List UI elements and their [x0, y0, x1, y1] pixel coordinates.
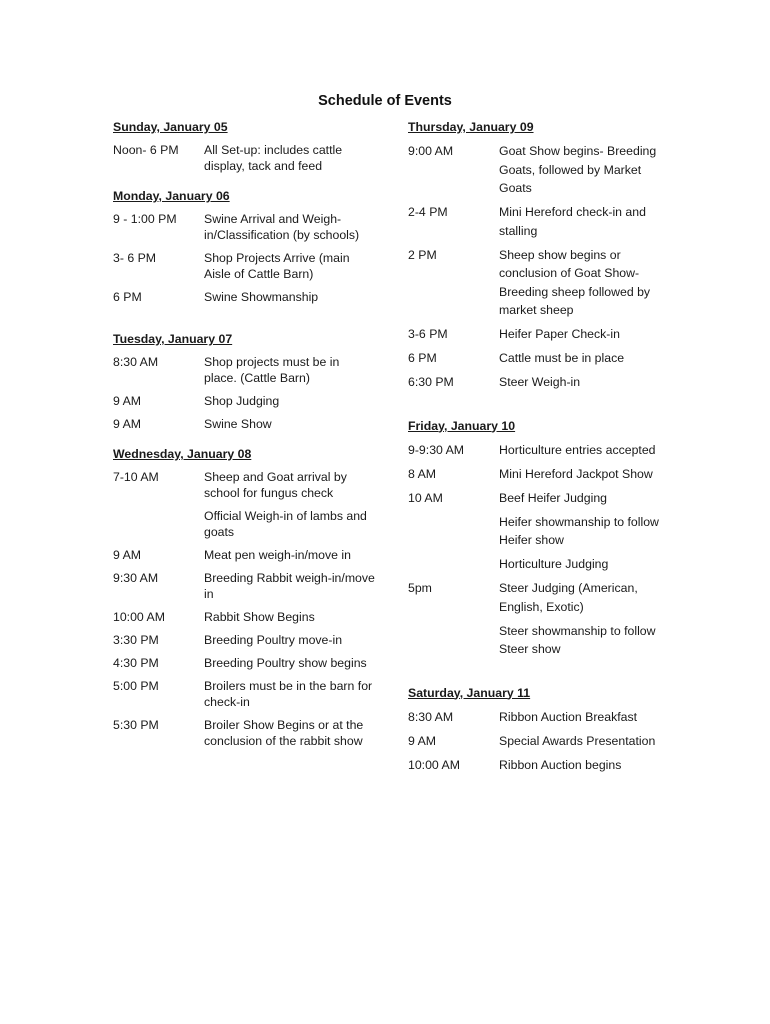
event-time: 6:30 PM: [408, 375, 454, 389]
event-time: 8:30 AM: [408, 709, 454, 724]
event-row: [408, 325, 670, 344]
day-heading: Tuesday, January 07: [113, 332, 233, 346]
event-time: 9 - 1:00 PM: [113, 212, 177, 226]
event-row: [408, 489, 670, 508]
event-row: [113, 547, 375, 563]
event-activity: Breeding Poultry show begins: [204, 656, 367, 670]
event-time: 2 PM: [408, 247, 437, 262]
event-time: 9 AM: [113, 417, 142, 431]
event-activity: Ribbon Auction Breakfast: [499, 709, 638, 724]
event-time: 3:30 PM: [113, 633, 159, 647]
event-activity: Shop projects must be in place. (Cattle Barn): [204, 355, 340, 385]
day-heading: Sunday, January 05: [113, 120, 228, 134]
event-time: 6 PM: [408, 351, 437, 365]
event-activity: Breeding Poultry move-in: [204, 633, 343, 647]
event-row: [113, 717, 375, 749]
event-time: 10 AM: [408, 490, 443, 505]
event-activity: Ribbon Auction begins: [499, 757, 622, 772]
event-row: [113, 250, 375, 282]
event-time: 9:00 AM: [408, 144, 454, 158]
event-time: 5:30 PM: [113, 718, 159, 732]
event-activity: Heifer showmanship to follow Heifer show: [499, 514, 659, 547]
event-row: [408, 708, 670, 727]
event-activity: Broilers must be in the barn for check-in: [204, 679, 373, 709]
event-row: [113, 289, 375, 305]
event-time: 9 AM: [113, 548, 142, 562]
event-activity: Beef Heifer Judging: [499, 490, 608, 505]
day-block: [408, 685, 670, 775]
event-activity: Sheep show begins or conclusion of Goat Show- Breeding sheep followed by market sheep: [499, 247, 651, 317]
event-activity: Rabbit Show Begins: [204, 610, 315, 624]
event-activity: Mini Hereford check-in and stalling: [499, 205, 646, 238]
event-time: 9-9:30 AM: [408, 442, 465, 457]
day-heading: Wednesday, January 08: [113, 447, 252, 461]
event-row: [408, 246, 670, 320]
event-row: [113, 393, 375, 409]
event-row: [408, 579, 670, 616]
event-row: [408, 756, 670, 775]
event-time: 10:00 AM: [113, 610, 165, 624]
event-activity: Meat pen weigh-in/move in: [204, 548, 351, 562]
day-block: [113, 188, 375, 305]
day-block: [113, 446, 375, 749]
event-time: 9 AM: [408, 733, 437, 748]
event-activity: Steer Weigh-in: [499, 375, 581, 389]
event-row: [113, 655, 375, 671]
event-row: [408, 441, 670, 460]
day-block: [113, 119, 375, 174]
event-row: [113, 678, 375, 710]
event-time: 7-10 AM: [113, 470, 159, 484]
event-activity: Horticulture Judging: [499, 557, 609, 571]
right-column: [408, 119, 670, 780]
event-activity: Swine Arrival and Weigh-in/Classification (by schools): [204, 212, 360, 242]
event-activity: Horticulture entries accepted: [499, 442, 656, 457]
event-row: [113, 469, 375, 501]
event-activity: Swine Showmanship: [204, 290, 319, 304]
event-time: 5pm: [408, 581, 432, 595]
day-block: [408, 418, 670, 659]
day-heading: Friday, January 10: [408, 418, 516, 433]
day-heading: Thursday, January 09: [408, 120, 534, 134]
event-row: [408, 142, 670, 198]
event-activity: Breeding Rabbit weigh-in/move in: [204, 571, 375, 601]
day-heading: Monday, January 06: [113, 189, 230, 203]
event-activity: Official Weigh-in of lambs and goats: [204, 509, 367, 539]
event-row: [408, 373, 670, 392]
event-row: [408, 555, 670, 574]
event-time: 2-4 PM: [408, 205, 448, 219]
event-row: [408, 622, 670, 659]
event-activity: Shop Projects Arrive (main Aisle of Cattle Barn): [204, 251, 350, 281]
event-time: Noon- 6 PM: [113, 143, 179, 157]
day-heading: Saturday, January 11: [408, 685, 531, 700]
event-row: [113, 354, 375, 386]
event-activity: Shop Judging: [204, 394, 280, 408]
event-time: 8:30 AM: [113, 355, 159, 369]
event-activity: Special Awards Presentation: [499, 733, 656, 748]
day-block: [408, 119, 670, 392]
event-row: [113, 211, 375, 243]
event-time: 6 PM: [113, 290, 142, 304]
event-activity: Cattle must be in place: [499, 351, 625, 365]
event-activity: Steer showmanship to follow Steer show: [499, 623, 656, 656]
event-row: [113, 632, 375, 648]
event-activity: Goat Show begins- Breeding Goats, followed by Market Goats: [499, 144, 657, 195]
event-time: 5:00 PM: [113, 679, 159, 693]
event-time: 3-6 PM: [408, 327, 448, 341]
event-time: 10:00 AM: [408, 757, 460, 772]
event-row: [408, 203, 670, 240]
day-block: [113, 331, 375, 432]
event-activity: Sheep and Goat arrival by school for fungus check: [204, 470, 347, 500]
event-row: [408, 732, 670, 751]
event-row: [113, 570, 375, 602]
event-row: [113, 609, 375, 625]
event-row: [113, 508, 375, 540]
event-activity: Broiler Show Begins or at the conclusion of the rabbit show: [204, 718, 364, 748]
event-time: 9 AM: [113, 394, 142, 408]
event-row: [113, 142, 375, 174]
left-column: [113, 119, 375, 756]
event-time: 3- 6 PM: [113, 251, 157, 265]
event-time: 4:30 PM: [113, 656, 159, 670]
event-activity: Swine Show: [204, 417, 272, 431]
event-row: [113, 416, 375, 432]
event-activity: Mini Hereford Jackpot Show: [499, 466, 653, 481]
event-activity: Steer Judging (American, English, Exotic): [499, 581, 638, 614]
event-time: 8 AM: [408, 466, 437, 481]
event-row: [408, 513, 670, 550]
event-row: [408, 349, 670, 368]
event-row: [408, 465, 670, 484]
event-activity: Heifer Paper Check-in: [499, 327, 620, 341]
page-title: Schedule of Events: [318, 93, 452, 109]
event-time: 9:30 AM: [113, 571, 159, 585]
event-activity: All Set-up: includes cattle display, tack and feed: [204, 143, 343, 173]
